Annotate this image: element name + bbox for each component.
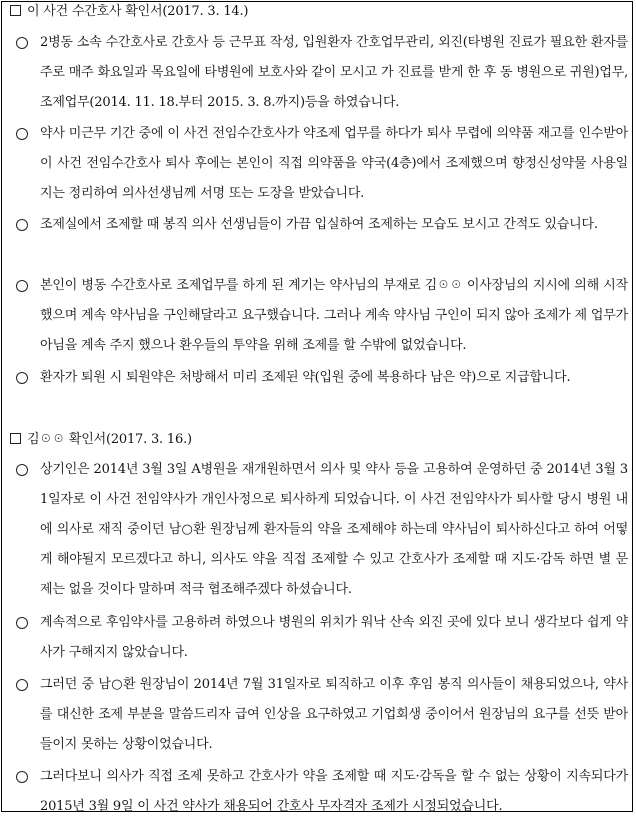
- circle-bullet-icon: [16, 280, 28, 292]
- list-item-text: 그러다보니 의사가 직접 조제 못하고 간호사가 약을 조제할 때 지도·감독을 할 수 없는 상황이 지속되다가 2015년 3월 9일 이 사건 약사가 채용되어 간호사 무자격자 조제가 시정되었습니다.: [40, 769, 628, 814]
- circle-bullet-icon: [16, 219, 28, 231]
- list-item-text: 약사 미근무 기간 중에 이 사건 전임수간호사가 약조제 업무를 하다가 퇴사 무렵에 의약품 재고를 인수받아 이 사건 전임수간호사 퇴사 후에는 본인이 직접 의약품을 약국(4층)에서 조제했으며 향정신성약물 사용일지는 정리하여 의사선생님께 서명 또는 도장을 받았습니다.: [40, 126, 628, 201]
- circle-bullet-icon: [16, 617, 28, 629]
- list-item: [16, 670, 628, 760]
- section-title-kim-statement: [10, 430, 192, 450]
- list-item-text: 본인이 병동 수간호사로 조제업무를 하게 된 계기는 약사님의 부재로 김☉☉ 이사장님의 지시에 의해 시작했으며 계속 약사님을 구인해달라고 요구했습니다. 그러나 계속 약사님 구인이 되지 않아 조제가 제 업무가 아님을 계속 주지 했으나 환우들의 투약을 위해 조제를 할 수밖에 없었습니다.: [40, 278, 628, 353]
- list-item-text: 상기인은 2014년 3월 3일 A병원을 재개원하면서 의사 및 약사 등을 고용하여 운영하던 중 2014년 3월 31일자로 이 사건 전임약사가 개인사정으로 퇴사하게 되었습니다. 이 사건 전임약사가 퇴사할 당시 병원 내에 의사로 재직 중이던 남○환 원장님께 환자들의 약을 조제해야 하는데 약사님이 퇴사하신다고 하여 어떻게 해야될지 모르겠다고 하니, 의사도 약을 직접 조제할 수 있고 간호사가 조제할 때 지도·감독 하면 별 문제는 없을 것이다 말하며 적극 협조해주겠다 하셨습니다.: [40, 462, 628, 597]
- list-item: [16, 28, 628, 118]
- list-item-text: 환자가 퇴원 시 퇴원약은 처방해서 미리 조제된 약(입원 중에 복용하다 남은 약)으로 지급합니다.: [40, 370, 571, 385]
- list-item: [16, 271, 628, 361]
- list-item-text: 2병동 소속 수간호사로 간호사 등 근무표 작성, 입원환자 간호업무관리, 외진(타병원 진료가 필요한 환자를 주로 매주 화요일과 목요일에 타병원에 보호사와 같이 모시고 가 진료를 받게 한 후 동 병원으로 귀원)업무, 조제업무(2014. 11. 18.부터 2015. 3. 8.까지)등을 하였습니다.: [40, 35, 628, 110]
- circle-bullet-icon: [16, 679, 28, 691]
- list-item: [16, 210, 628, 240]
- checkbox-square-icon: [10, 433, 21, 444]
- list-item: [16, 119, 628, 209]
- list-item-text: 계속적으로 후임약사를 고용하려 하였으나 병원의 위치가 워낙 산속 외진 곳에 있다 보니 생각보다 쉽게 약사가 구해지지 않았습니다.: [40, 615, 628, 660]
- list-item: [16, 455, 628, 605]
- list-item: [16, 363, 628, 393]
- circle-bullet-icon: [16, 372, 28, 384]
- list-item-text: 조제실에서 조제할 때 봉직 의사 선생님들이 가끔 입실하여 조제하는 모습도 보시고 간적도 있습니다.: [40, 217, 598, 232]
- list-item-text: 그러던 중 남○환 원장님이 2014년 7월 31일자로 퇴직하고 이후 후임 봉직 의사들이 채용되었으나, 약사를 대신한 조제 부분을 말씀드리자 급여 인상을 요구하였고 기업회생 중이어서 원장님의 요구를 선뜻 받아들이지 못하는 상황이었습니다.: [40, 677, 628, 752]
- circle-bullet-icon: [16, 464, 28, 476]
- circle-bullet-icon: [16, 37, 28, 49]
- section-title-text: 이 사건 수간호사 확인서(2017. 3. 14.): [27, 4, 249, 19]
- circle-bullet-icon: [16, 128, 28, 140]
- section-title-text: 김☉☉ 확인서(2017. 3. 16.): [27, 432, 192, 447]
- document-page: [1, 1, 633, 812]
- list-item: [16, 608, 628, 668]
- list-item: [16, 762, 628, 822]
- circle-bullet-icon: [16, 771, 28, 783]
- checkbox-square-icon: [10, 5, 21, 16]
- section-title-nurse-statement: [10, 2, 248, 22]
